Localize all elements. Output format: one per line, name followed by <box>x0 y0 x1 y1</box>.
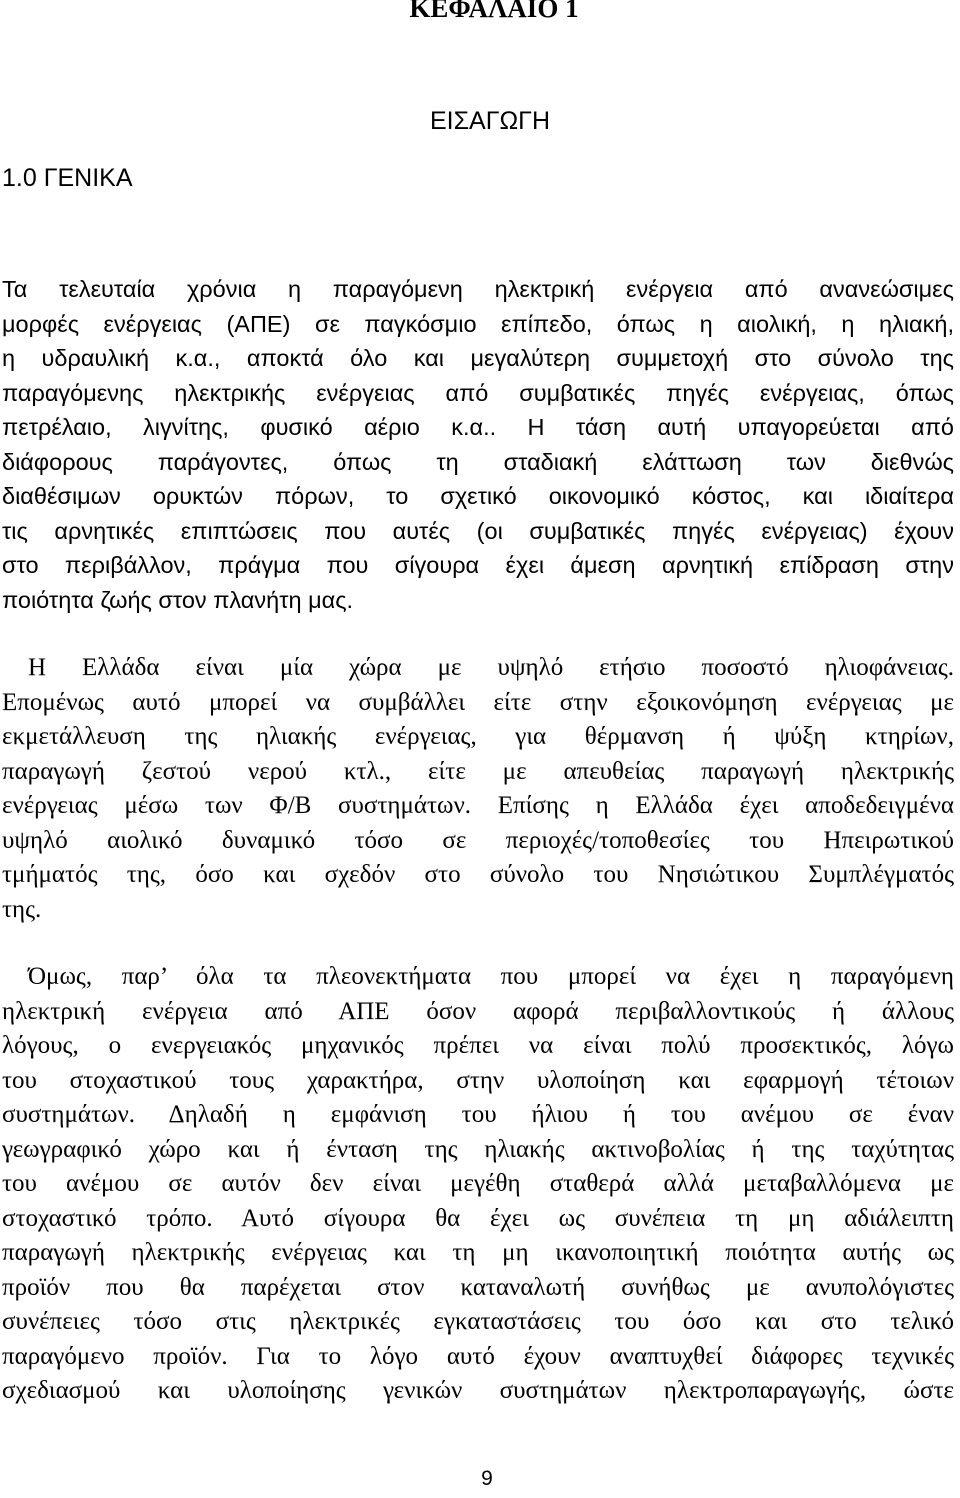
text-line: Η Ελλάδα είναι μία χώρα με υψηλό ετήσιο ποσοστό ηλιοφάνειας. <box>28 654 954 681</box>
chapter-title: ΚΕΦΑΛΑΙΟ 1 <box>409 0 579 23</box>
text-line: γεωγραφικό χώρο και ή ένταση της ηλιακής ακτινοβολίας ή της ταχύτητας <box>2 1135 954 1163</box>
text-line: του ανέμου σε αυτόν δεν είναι μεγέθη σταθερά αλλά μεταβαλλόμενα με <box>2 1170 954 1197</box>
text-line: πετρέλαιο, λιγνίτης, φυσικό αέριο κ.α.. Η τάση αυτή υπαγορεύεται από <box>2 414 954 440</box>
text-line: ποιότητα ζωής στον πλανήτη μας. <box>2 586 354 613</box>
text-line: τις αρνητικές επιπτώσεις που αυτές (οι συμβατικές πηγές ενέργειας) έχουν <box>2 517 954 544</box>
text-line: του στοχαστικού τους χαρακτήρα, στην υλοποίηση και εφαρμογή τέτοιων <box>2 1066 954 1094</box>
section-heading: 1.0 ΓΕΝΙΚΑ <box>2 164 133 192</box>
text-line: της. <box>2 895 42 923</box>
text-line: προϊόν που θα παρέχεται στον καταναλωτή συνήθως με ανυπολόγιστες <box>2 1273 954 1301</box>
text-line: στοχαστικό τρόπο. Αυτό σίγουρα θα έχει ως συνέπεια τη μη αδιάλειπτη <box>2 1204 954 1232</box>
text-line: παραγόμενης ηλεκτρικής ενέργειας από συμβατικές πηγές ενέργειας, όπως <box>2 379 954 406</box>
text-line: παραγωγή ηλεκτρικής ενέργειας και τη μη ικανοποιητική ποιότητα αυτής ως <box>2 1239 954 1266</box>
text-line: μορφές ενέργειας (ΑΠΕ) σε παγκόσμιο επίπεδο, όπως η αιολική, η ηλιακή, <box>2 310 954 337</box>
paragraph-1 <box>2 272 954 617</box>
text-line: ηλεκτρική ενέργεια από ΑΠΕ όσον αφορά περιβαλλοντικούς ή άλλους <box>2 997 954 1025</box>
text-line: συνέπειες τόσο στις ηλεκτρικές εγκαταστάσεις του όσο και στο τελικό <box>2 1308 954 1335</box>
paragraph-2 <box>2 651 954 927</box>
text-line: Επομένως αυτό μπορεί να συμβάλλει είτε στην εξοικονόμηση ενέργειας με <box>2 688 954 716</box>
text-line: παραγωγή ζεστού νερού κτλ., είτε με απευθείας παραγωγή ηλεκτρικής <box>2 757 954 785</box>
text-line: ενέργειας μέσω των Φ/Β συστημάτων. Επίσης η Ελλάδα έχει αποδεδειγμένα <box>2 792 954 819</box>
text-line: Τα τελευταία χρόνια η παραγόμενη ηλεκτρική ενέργεια από ανανεώσιμες <box>2 276 954 302</box>
page-number: 9 <box>481 1467 493 1490</box>
text-line: εκμετάλλευση της ηλιακής ενέργειας, για θέρμανση ή ψύξη κτηρίων, <box>2 723 954 750</box>
text-line: Όμως, παρ’ όλα τα πλεονεκτήματα που μπορεί να έχει η παραγόμενη <box>28 963 954 990</box>
text-line: παραγόμενο προϊόν. Για το λόγο αυτό έχουν αναπτυχθεί διάφορες τεχνικές <box>2 1342 954 1370</box>
text-line: λόγους, ο ενεργειακός μηχανικός πρέπει να είναι πολύ προσεκτικός, λόγω <box>2 1032 954 1059</box>
text-line: τμήματός της, όσο και σχεδόν στο σύνολο του Νησιώτικου Συμπλέγματός <box>2 861 954 888</box>
text-line: διάφορους παράγοντες, όπως τη σταδιακή ελάττωση των διεθνώς <box>2 448 954 475</box>
text-line: διαθέσιμων ορυκτών πόρων, το σχετικό οικονομικό κόστος, και ιδιαίτερα <box>2 483 954 509</box>
text-line: συστημάτων. Δηλαδή η εμφάνιση του ήλιου ή του ανέμου σε έναν <box>2 1101 954 1128</box>
text-line: η υδραυλική κ.α., αποκτά όλο και μεγαλύτερη συμμετοχή στο σύνολο της <box>2 345 954 371</box>
chapter-subtitle: ΕΙΣΑΓΩΓΗ <box>429 107 551 135</box>
text-line: υψηλό αιολικό δυναμικό τόσο σε περιοχές/τοποθεσίες του Ηπειρωτικού <box>2 826 954 854</box>
paragraph-3 <box>2 960 954 1409</box>
text-line: στο περιβάλλον, πράγμα που σίγουρα έχει άμεση αρνητική επίδραση στην <box>2 552 954 578</box>
text-line: σχεδιασμού και υλοποίησης γενικών συστημάτων ηλεκτροπαραγωγής, ώστε <box>2 1377 954 1404</box>
